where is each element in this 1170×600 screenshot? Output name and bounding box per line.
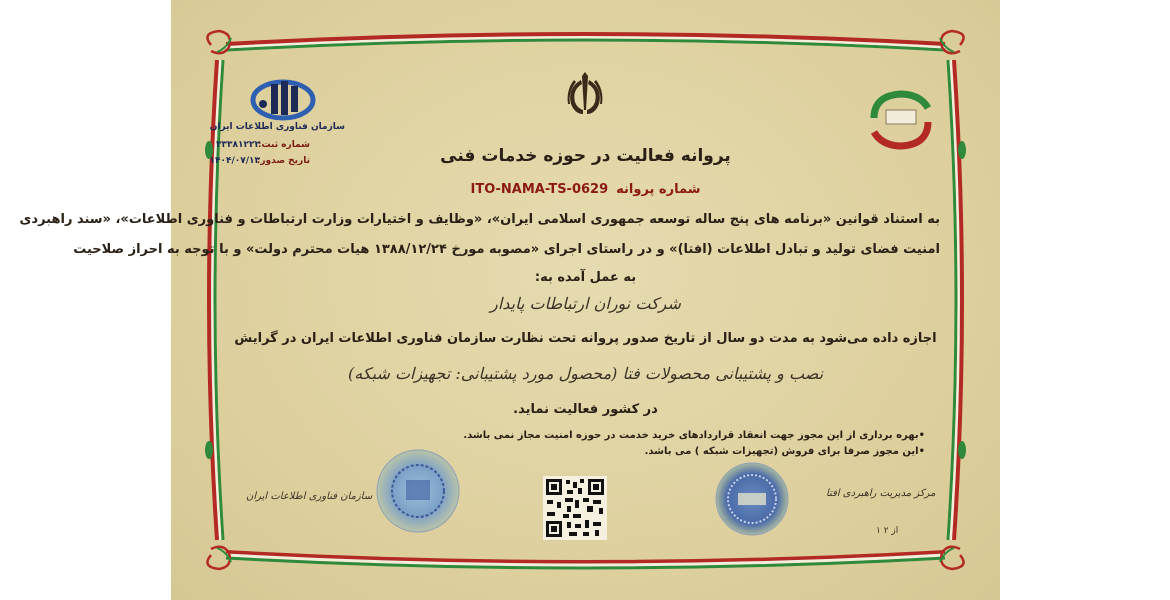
issuer-reg-label: شماره ثبت: bbox=[257, 140, 310, 150]
note-1: •بهره برداری از این مجوز جهت انعقاد قراردادهای خرید خدمت در حوزه امنیت مجاز نمی باشد. bbox=[463, 430, 925, 441]
afta-logo-icon bbox=[866, 88, 936, 150]
company-name: شرکت نوران ارتباطات پایدار bbox=[490, 294, 681, 313]
qr-code-icon bbox=[543, 476, 607, 540]
iran-emblem-icon bbox=[557, 66, 613, 122]
license-number: ITO-NAMA-TS-0629 bbox=[470, 182, 609, 197]
issuer-org-name: سازمان فناوری اطلاعات ایران bbox=[209, 122, 345, 132]
issuer-date-value: ۱۴۰۴/۰۷/۱۳ bbox=[209, 156, 260, 166]
body-line-2: امنیت فضای تولید و تبادل اطلاعات (افتا)» و در راستای اجرای «مصوبه مورخ ۱۳۸۸/۱۲/۲۴ هیات محترم دولت» و با توجه به احراز صلاحیت bbox=[73, 242, 940, 257]
ito-logo-icon bbox=[249, 78, 317, 122]
signature-right: مرکز مدیریت راهبردی افتا bbox=[826, 488, 936, 499]
certificate-title: پروانه فعالیت در حوزه خدمات فنی bbox=[440, 146, 731, 166]
page-indicator: ۱ از ۲ bbox=[876, 526, 899, 536]
body-line-4: اجازه داده می‌شود به مدت دو سال از تاریخ صدور پروانه تحت نظارت سازمان فناوری اطلاعات ایران در گرایش bbox=[234, 331, 937, 346]
certificate bbox=[19, 0, 1000, 600]
license-label: شماره پروانه bbox=[616, 182, 701, 197]
note-2: •این مجوز صرفا برای فروش (تجهیزات شبکه ) می باشد. bbox=[644, 446, 925, 457]
issuer-reg-value: ۳۳۳۸۱۲۲۲ bbox=[216, 140, 260, 150]
body-line-5: در کشور فعالیت نماید. bbox=[513, 402, 658, 417]
hologram-seal-icon bbox=[714, 461, 790, 537]
body-line-1: به استناد قوانین «برنامه های پنج ساله توسعه جمهوری اسلامی ایران»، «وظایف و اختیارات وزارت ارتباطات و فناوری اطلاعات»، «سند راهبردی bbox=[19, 212, 940, 227]
body-line-3: به عمل آمده به: bbox=[534, 270, 637, 285]
license-field: نصب و پشتیبانی محصولات فتا (محصول مورد پشتیبانی: تجهیزات شبکه) bbox=[347, 364, 824, 383]
hologram-seal-icon bbox=[375, 448, 461, 534]
license-row bbox=[171, 182, 1000, 197]
signature-left: سازمان فناوری اطلاعات ایران bbox=[246, 491, 373, 502]
issuer-date-label: تاریخ صدور: bbox=[256, 156, 310, 166]
